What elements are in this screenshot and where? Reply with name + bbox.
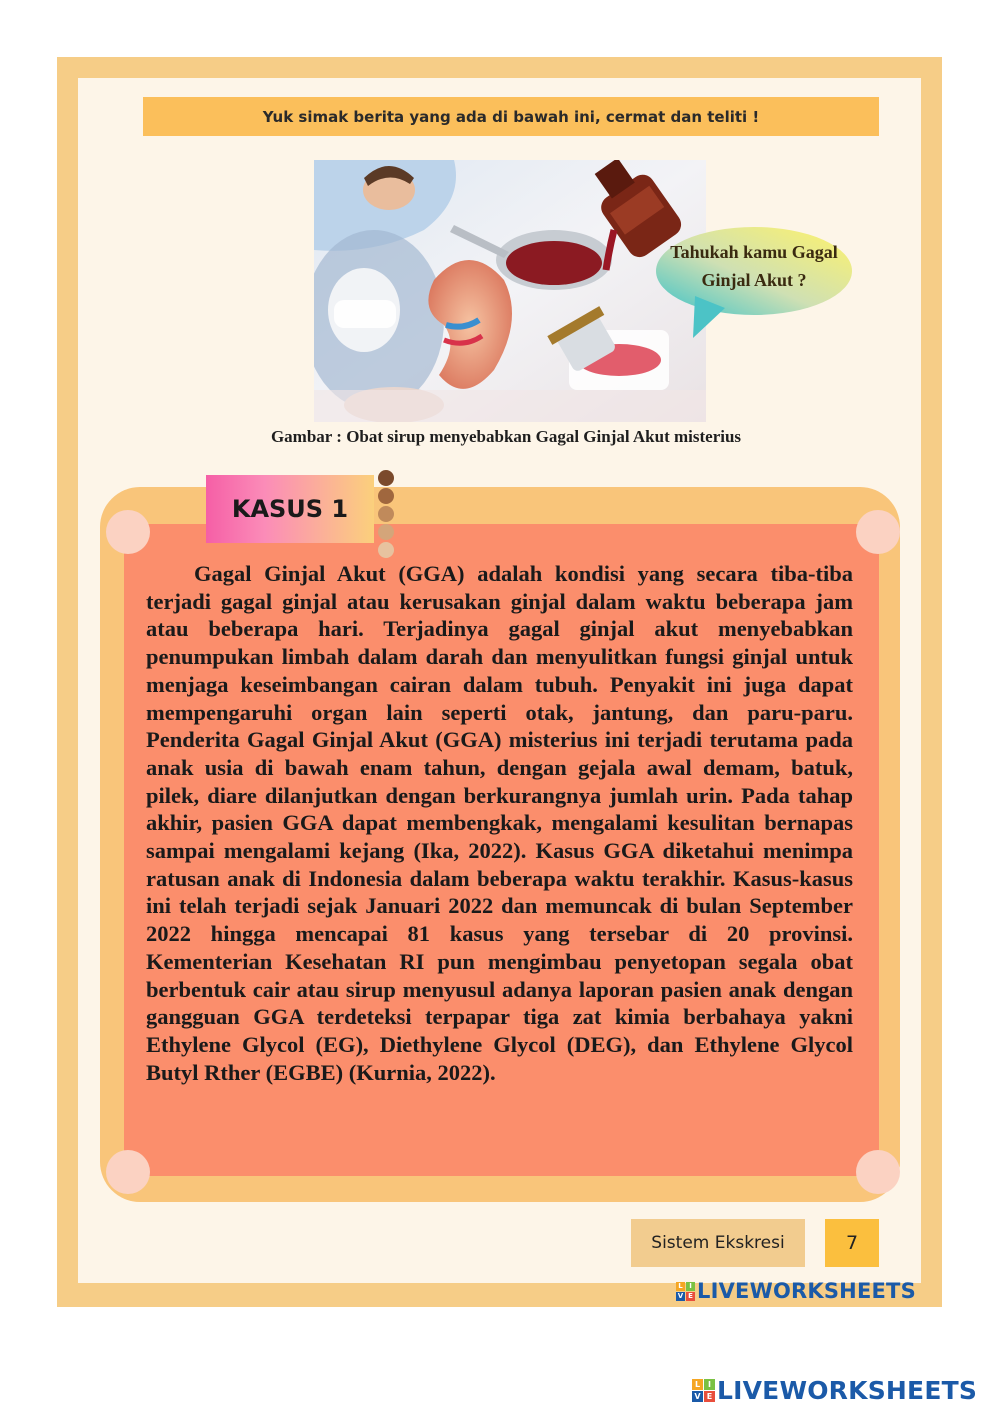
case-title: KASUS 1 — [231, 495, 349, 523]
news-photo — [314, 160, 706, 422]
bubble-line-2: Ginjal Akut ? — [701, 270, 807, 290]
dot-icon — [378, 542, 394, 558]
dot-icon — [378, 506, 394, 522]
dot-icon — [378, 470, 394, 486]
liveworksheets-logo-text: LIVEWORKSHEETS — [717, 1376, 978, 1405]
page-number-text: 7 — [845, 1232, 859, 1254]
liveworksheets-logo-icon: L I V E — [676, 1282, 695, 1301]
subject-text: Sistem Ekskresi — [651, 1233, 785, 1253]
panel-corner-decoration — [856, 510, 900, 554]
dot-icon — [378, 524, 394, 540]
panel-corner-decoration — [106, 510, 150, 554]
instruction-banner — [143, 97, 879, 136]
page-number — [825, 1219, 879, 1267]
case-body-text: Gagal Ginjal Akut (GGA) adalah kondisi yang secara tiba-tiba terjadi gagal ginjal atau kerusakan ginjal dalam waktu beberapa jam atau beberapa hari. Terjadinya gagal ginjal akut menyebabkan penumpukan limbah dalam darah dan menyulitkan fungsi ginjal untuk menjaga keseimbangan cairan dalam tubuh. Penyakit ini juga dapat mempengaruhi organ lain seperti otak, jantung, dan paru-paru. Penderita Gagal Ginjal Akut (GGA) misterius ini terjadi terutama pada anak usia di bawah enam tahun, dengan gejala awal demam, batuk, pilek, diare dilanjutkan dengan berkurangnya jumlah urin. Pada tahap akhir, pasien GGA dapat membengkak, mengalami kesulitan bernapas sampai mengalami kejang (Ika, 2022). Kasus GGA diketahui menimpa ratusan anak di Indonesia dalam beberapa waktu terakhir. Kasus-kasus ini telah terjadi sejak Januari 2022 dan memuncak di bulan September 2022 hingga mencapai 81 kasus yang tersebar di 20 provinsi. Kementerian Kesehatan RI pun mengimbau penyetopan segala obat berbentuk cair atau sirup menyusul adanya laporan pasien anak dengan gangguan GGA terdeteksi terpapar tiga zat kimia berbahaya yakni Ethylene Glycol (EG), Diethylene Glycol (DEG), dan Ethylene Glycol Butyl Rther (EGBE) (Kurnia, 2022). — [146, 561, 853, 1085]
liveworksheets-logo-icon: L I V E — [692, 1379, 715, 1402]
instruction-text: Yuk simak berita yang ada di bawah ini, cermat dan teliti ! — [262, 107, 760, 126]
liveworksheets-logo[interactable] — [692, 1376, 977, 1405]
question-speech-bubble — [655, 226, 853, 316]
subject-label — [631, 1219, 805, 1267]
decorative-dots — [378, 470, 398, 560]
panel-corner-decoration — [856, 1150, 900, 1194]
bubble-line-1: Tahukah kamu Gagal — [670, 242, 838, 262]
case-title-tab — [206, 475, 374, 543]
figure-caption: Gambar : Obat sirup menyebabkan Gagal Ginjal Akut misterius — [270, 427, 742, 446]
liveworksheets-logo[interactable] — [676, 1279, 916, 1303]
dot-icon — [378, 488, 394, 504]
bubble-text — [655, 238, 853, 294]
panel-corner-decoration — [106, 1150, 150, 1194]
syrup-kidney-illustration — [314, 160, 706, 422]
liveworksheets-logo-text: LIVEWORKSHEETS — [697, 1279, 916, 1303]
